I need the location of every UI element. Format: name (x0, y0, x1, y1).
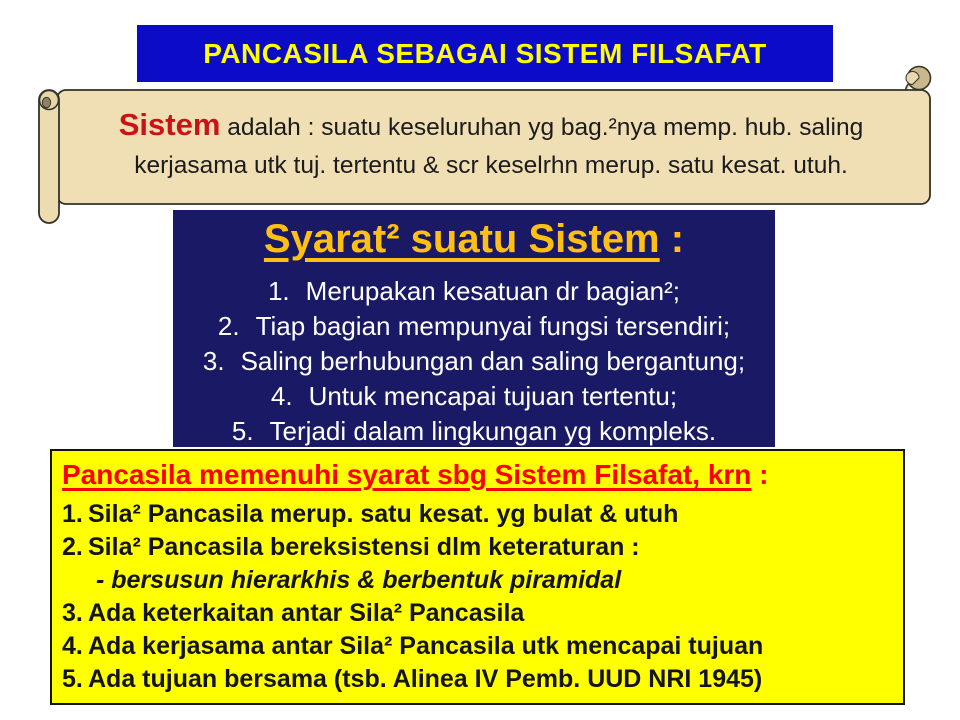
list-subitem: - bersusun hierarkhis & berbentuk piramidal (96, 566, 622, 594)
pancasila-list (52, 498, 903, 696)
list-item: 5. Terjadi dalam lingkungan yg kompleks. (231, 416, 717, 446)
list-item: 1. Merupakan kesatuan dr bagian²; (267, 276, 681, 306)
definition-text (72, 106, 910, 185)
pancasila-heading: Pancasila memenuhi syarat sbg Sistem Filsafat, krn : (62, 459, 769, 490)
list-item: 2. Tiap bagian mempunyai fungsi tersendiri; (217, 311, 731, 341)
syarat-list (173, 274, 775, 449)
scroll-right-curl-icon (905, 67, 931, 93)
pancasila-box (50, 449, 905, 705)
list-item: 4. Ada kerjasama antar Sila² Pancasila utk mencapai tujuan (62, 632, 764, 660)
list-item: 3. Ada keterkaitan antar Sila² Pancasila (62, 599, 525, 627)
scroll-left-roll-icon (39, 90, 59, 223)
list-item: 2. Sila² Pancasila bereksistensi dlm keteraturan : (62, 533, 640, 561)
definition-line1: adalah : suatu keseluruhan yg bag.²nya memp. hub. saling (220, 114, 864, 141)
list-item: 5. Ada tujuan bersama (tsb. Alinea IV Pemb. UUD NRI 1945) (62, 665, 763, 693)
syarat-heading: Syarat² suatu Sistem : (263, 217, 685, 261)
syarat-box (173, 210, 775, 447)
list-item: 1. Sila² Pancasila merup. satu kesat. yg bulat & utuh (62, 500, 679, 528)
slide-title: PANCASILA SEBAGAI SISTEM FILSAFAT (203, 37, 767, 69)
list-item: 4. Untuk mencapai tujuan tertentu; (270, 381, 678, 411)
definition-line2: kerjasama utk tuj. tertentu & scr keselrhn merup. satu kesat. utuh. (134, 152, 848, 179)
list-item: 3. Saling berhubungan dan saling bergantung; (202, 346, 746, 376)
definition-term: Sistem (118, 107, 221, 142)
